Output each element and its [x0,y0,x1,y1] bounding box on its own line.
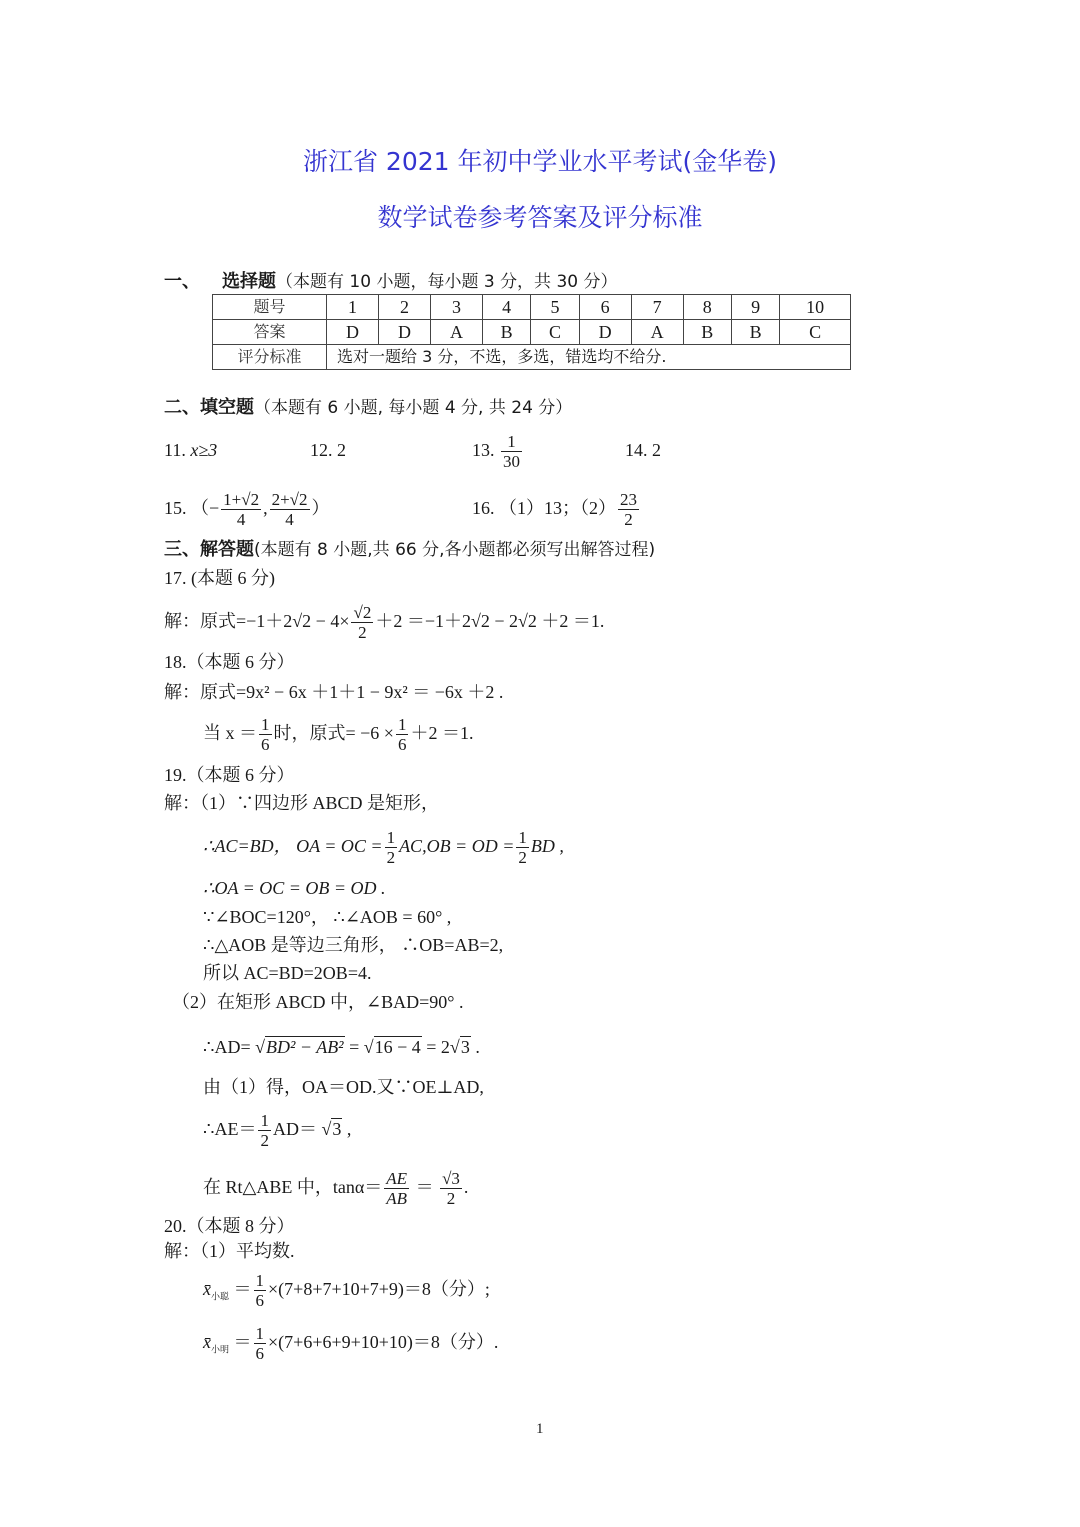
table-cell: 9 [731,295,779,320]
table-cell: D [378,320,430,345]
table-row [213,295,851,320]
table-cell: B [482,320,530,345]
table-cell: 2 [378,295,430,320]
q19-heading: 19.（本题 6 分） [164,765,295,785]
q20-mean-1: $x̄_{小聪}$ ＝ $\frac{1}{6}$ ×(7+8+7+10+7+9)＝8（分）; [203,1271,490,1311]
table-cell: 4 [482,295,530,320]
q19-line-2: ∴AC=BD， OA = OC = $\frac{1}{2}$ AC,OB = OD = $\frac{1}{2}$ BD , [203,828,564,868]
table-cell: 3 [430,295,482,320]
q17-heading: 17. (本题 6 分) [164,568,275,588]
title-line-1: 浙江省 2021 年初中学业水平考试(金华卷) [302,147,778,176]
q19-line-1: 解：（1）∵四边形 ABCD 是矩形， [164,793,440,813]
table-cell: D [579,320,631,345]
table-cell: C [780,320,851,345]
answer-12: 12. 2 [310,440,346,460]
table-cell: A [631,320,683,345]
table-row [213,320,851,345]
q19-line-8: ∴AD= √BD² − AB² = √16 − 4 = 2√3 . [203,1037,480,1057]
answer-16: 16. （1）13；（2） $\frac{23}{2}$ [472,490,637,530]
section-3-heading: 三、解答题(本题有 8 小题,共 66 分,各小题都必须写出解答过程) [164,539,656,560]
table-cell: B [731,320,779,345]
table-cell: 5 [531,295,579,320]
title-line-2: 数学试卷参考答案及评分标准 [377,203,703,232]
q18-line-2: 当 x ＝ $\frac{1}{6}$ 时，原式= −6 × $\frac{1}{6}$ ＋2 ＝1. [203,715,474,755]
q19-line-5: ∴△AOB 是等边三角形， ∴OB=AB=2, [203,935,504,955]
table-cell: 7 [631,295,683,320]
q19-line-10: ∴AE＝ $\frac{1}{2}$ AD＝ √3 , [203,1111,352,1151]
q20-heading: 20.（本题 8 分） [164,1216,295,1236]
answer-table [212,294,851,370]
q19-line-3: ∴OA = OC = OB = OD . [203,878,386,898]
q19-line-6: 所以 AC=BD=2OB=4. [203,963,372,983]
answer-15: 15. （− $\frac{1+√2}{4}$ , $\frac{2+√2}{4}$ ） [164,490,330,530]
q19-line-11: 在 Rt△ABE 中，tanα＝ $\frac{AE}{AB}$ ＝ $\frac{√3}{2}$ . [203,1169,469,1209]
table-cell: D [327,320,379,345]
q19-line-4: ∵∠BOC=120°， ∴∠AOB = 60° , [203,907,452,927]
table-cell: 10 [780,295,851,320]
table-cell: 评分标准 [213,345,327,370]
table-row [213,345,851,370]
table-cell: 答案 [213,320,327,345]
answer-14: 14. 2 [625,440,661,460]
table-cell: A [430,320,482,345]
q19-line-7: （2）在矩形 ABCD 中，∠BAD=90° . [172,992,464,1012]
table-cell: 8 [683,295,731,320]
table-cell: 6 [579,295,631,320]
table-cell: B [683,320,731,345]
q19-line-9: 由（1）得，OA＝OD.又∵OE⊥AD, [203,1077,484,1097]
table-cell: 1 [327,295,379,320]
q18-line-1: 解：原式=9x² − 6x ＋1＋1 − 9x² ＝ −6x ＋2 . [164,682,504,702]
table-cell: C [531,320,579,345]
answer-13: 13. $\frac{1}{30}$ [472,432,520,472]
answer-11: 11. x≥3 [164,440,218,460]
q20-mean-2: $x̄_{小明}$ ＝ $\frac{1}{6}$ ×(7+6+6+9+10+10)＝8（分）. [203,1324,499,1364]
q17-solution: 解：原式=−1＋2√2 − 4× $\frac{√2}{2}$ ＋2 ＝−1＋2√2 − 2√2 ＋2 ＝1. [164,603,605,643]
q20-line-1: 解：（1）平均数. [164,1241,295,1261]
table-cell: 选对一题给 3 分，不选，多选，错选均不给分. [327,345,851,370]
section-2-heading: 二、填空题（本题有 6 小题, 每小题 4 分, 共 24 分） [164,397,573,418]
table-cell: 题号 [213,295,327,320]
page-number: 1 [536,1421,544,1437]
section-1-heading: 一、 选择题（本题有 10 小题，每小题 3 分，共 30 分） [164,271,618,292]
q18-heading: 18.（本题 6 分） [164,652,295,672]
